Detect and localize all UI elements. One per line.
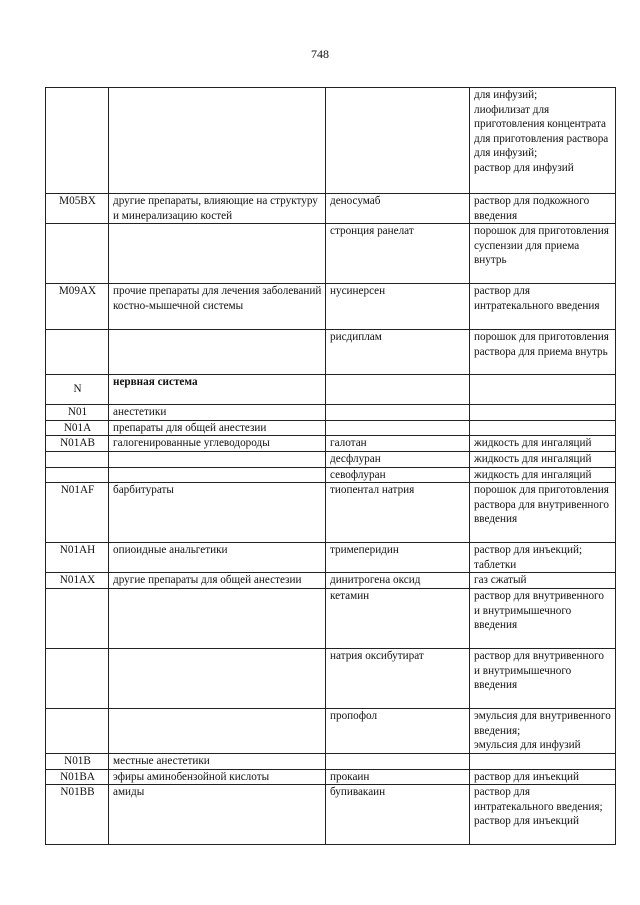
group-name-cell: эфиры аминобензойной кислоты <box>109 769 326 785</box>
drug-name-cell: нусинерсен <box>326 284 470 330</box>
drug-classification-table <box>45 87 616 845</box>
group-name-cell: анестетики <box>109 405 326 421</box>
dosage-form-cell: раствор для внутривенного и внутримышечного введения <box>470 588 616 648</box>
dosage-form-cell: порошок для приготовления раствора для приема внутрь <box>470 330 616 375</box>
dosage-form-cell: порошок для приготовления суспензии для приема внутрь <box>470 224 616 284</box>
atc-code-cell: N01AH <box>46 543 109 573</box>
atc-code-cell: N01AF <box>46 483 109 543</box>
dosage-form-cell: порошок для приготовления раствора для внутривенного введения <box>470 483 616 543</box>
table-row <box>46 588 616 648</box>
drug-name-cell <box>326 405 470 421</box>
page-number: 748 <box>311 47 329 61</box>
table-row <box>46 375 616 405</box>
drug-name-cell: пропофол <box>326 708 470 753</box>
group-name-cell: другие препараты для общей анестезии <box>109 573 326 589</box>
dosage-form-cell: раствор для внутривенного и внутримышечного введения <box>470 648 616 708</box>
table-row <box>46 573 616 589</box>
dosage-form-cell: раствор для интратекального введения <box>470 284 616 330</box>
atc-code-cell <box>46 708 109 753</box>
table-row <box>46 785 616 845</box>
atc-code-cell: N01AX <box>46 573 109 589</box>
atc-code-cell <box>46 648 109 708</box>
group-name-cell: препараты для общей анестезии <box>109 420 326 436</box>
dosage-form-cell <box>470 753 616 769</box>
table-row <box>46 648 616 708</box>
group-name-cell <box>109 451 326 467</box>
group-name-cell: амиды <box>109 785 326 845</box>
table-row <box>46 483 616 543</box>
table-row <box>46 436 616 452</box>
drug-name-cell: севофлуран <box>326 467 470 483</box>
group-name-cell <box>109 708 326 753</box>
dosage-form-cell: для инфузий; лиофилизат для приготовления концентрата для приготовления раствора для инфузий; раствор для инфузий <box>470 88 616 194</box>
group-name-cell <box>109 648 326 708</box>
table-row <box>46 405 616 421</box>
table-row <box>46 451 616 467</box>
group-name-cell: барбитураты <box>109 483 326 543</box>
drug-name-cell: бупивакаин <box>326 785 470 845</box>
drug-name-cell: тиопентал натрия <box>326 483 470 543</box>
table-row <box>46 194 616 224</box>
drug-name-cell: кетамин <box>326 588 470 648</box>
table-row <box>46 543 616 573</box>
group-name-cell: галогенированные углеводороды <box>109 436 326 452</box>
drug-name-cell: десфлуран <box>326 451 470 467</box>
atc-code-cell: N01BB <box>46 785 109 845</box>
group-name-cell <box>109 467 326 483</box>
drug-name-cell: галотан <box>326 436 470 452</box>
dosage-form-cell <box>470 375 616 405</box>
drug-name-cell: натрия оксибутират <box>326 648 470 708</box>
drug-name-cell: динитрогена оксид <box>326 573 470 589</box>
table-row <box>46 284 616 330</box>
dosage-form-cell: раствор для инъекций <box>470 769 616 785</box>
table-row <box>46 88 616 194</box>
group-name-cell: местные анестетики <box>109 753 326 769</box>
table-row <box>46 769 616 785</box>
group-name-cell: опиоидные анальгетики <box>109 543 326 573</box>
table-row <box>46 467 616 483</box>
table-row <box>46 708 616 753</box>
group-name-cell <box>109 588 326 648</box>
dosage-form-cell: газ сжатый <box>470 573 616 589</box>
atc-code-cell: N01AB <box>46 436 109 452</box>
drug-name-cell: рисдиплам <box>326 330 470 375</box>
table-row <box>46 753 616 769</box>
dosage-form-cell: жидкость для ингаляций <box>470 467 616 483</box>
group-name-cell: прочие препараты для лечения заболеваний костно-мышечной системы <box>109 284 326 330</box>
table-row <box>46 330 616 375</box>
atc-code-cell <box>46 588 109 648</box>
atc-code-cell: N01BA <box>46 769 109 785</box>
drug-name-cell: деносумаб <box>326 194 470 224</box>
atc-code-cell <box>46 467 109 483</box>
atc-code-cell <box>46 88 109 194</box>
group-name-cell <box>109 330 326 375</box>
dosage-form-cell: раствор для подкожного введения <box>470 194 616 224</box>
drug-name-cell: прокаин <box>326 769 470 785</box>
dosage-form-cell <box>470 405 616 421</box>
atc-code-cell: M05BX <box>46 194 109 224</box>
atc-code-cell <box>46 330 109 375</box>
drug-name-cell <box>326 420 470 436</box>
atc-code-cell: N01B <box>46 753 109 769</box>
dosage-form-cell: жидкость для ингаляций <box>470 436 616 452</box>
group-name-cell: нервная система <box>109 375 326 405</box>
atc-code-cell <box>46 224 109 284</box>
group-name-cell <box>109 88 326 194</box>
group-name-cell: другие препараты, влияющие на структуру и минерализацию костей <box>109 194 326 224</box>
dosage-form-cell: раствор для инъекций; таблетки <box>470 543 616 573</box>
atc-code-cell: N01 <box>46 405 109 421</box>
drug-name-cell: тримеперидин <box>326 543 470 573</box>
drug-name-cell <box>326 753 470 769</box>
drug-name-cell <box>326 88 470 194</box>
table-row <box>46 224 616 284</box>
drug-name-cell <box>326 375 470 405</box>
dosage-form-cell: жидкость для ингаляций <box>470 451 616 467</box>
atc-code-cell <box>46 451 109 467</box>
group-name-cell <box>109 224 326 284</box>
atc-code-cell: N01A <box>46 420 109 436</box>
atc-code-cell: N <box>46 375 109 405</box>
drug-name-cell: стронция ранелат <box>326 224 470 284</box>
table-row <box>46 420 616 436</box>
atc-code-cell: M09AX <box>46 284 109 330</box>
dosage-form-cell: эмульсия для внутривенного введения; эмульсия для инфузий <box>470 708 616 753</box>
dosage-form-cell: раствор для интратекального введения; раствор для инъекций <box>470 785 616 845</box>
dosage-form-cell <box>470 420 616 436</box>
